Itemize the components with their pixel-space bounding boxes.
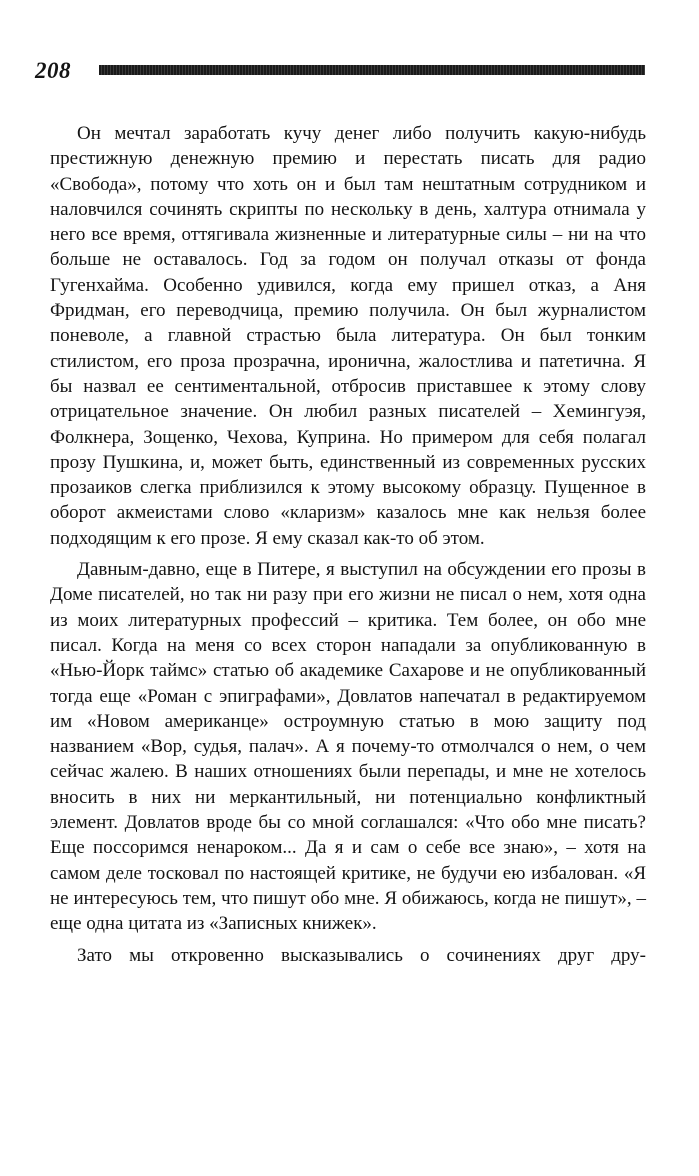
paragraph: Давным-давно, еще в Питере, я выступил на обсуждении его прозы в Доме писателей, но так ни разу при его жизни не писал о нем, хотя одна из моих литературных профессий – критика. Тем более, он обо мне писал. Когда на меня со всех сторон нападали за опубликованную в «Нью-Йорк таймс» статью об академике Сахарове и не опубликованный тогда еще «Роман с эпиграфами», Довлатов напечатал в редактируемом им «Новом американце» остроумную статью в мою защиту под названием «Вор, судья, палач». А я почему-то отмолчался о нем, о чем сейчас жалею. В наших отношениях были перепады, и мне не хотелось вносить в них ни меркантильный, ни потенциально конфликтный элемент. Довлатов вроде бы со мной соглашался: «Что обо мне писать? Еще поссоримся ненароком... Да я и сам о себе все знаю», – хотя на самом деле тосковал по настоящей критике, не будучи ею избалован. «Я не интересуюсь тем, что пишут обо мне. Я обижаюсь, когда не пишут», – еще одна цитата из «Записных книжек». xyxy=(50,559,646,935)
header-rule xyxy=(99,65,645,75)
page-header xyxy=(35,56,645,86)
paragraph: Зато мы откровенно высказывались о сочинениях друг дру- xyxy=(77,944,646,966)
page-number: 208 xyxy=(35,58,71,83)
paragraph: Он мечтал заработать кучу денег либо получить какую-нибудь престижную денежную премию и перестать писать для радио «Свобода», потому что хоть он и был там нештатным сотрудником и наловчился сочинять скрипты по нескольку в день, халтура отнимала у него все время, оттягивала жизненные и литературные силы – ни на что больше не оставалось. Год за годом он получал отказы от фонда Гугенхайма. Особенно удивился, когда ему пришел отказ, а Аня Фридман, его переводчица, премию получила. Он был журналистом поневоле, а главной страстью была литература. Он был тонким стилистом, его проза прозрачна, иронична, жалостлива и патетична. Я бы назвал ее сентиментальной, отбросив приставшее к этому слову отрицательное значение. Он любил разных писателей – Хемингуэя, Фолкнера, Зощенко, Чехова, Куприна. Но примером для себя полагал прозу Пушкина, и, может быть, единственный из современных русских прозаиков слегка приблизился к этому высокому образцу. Пущенное в оборот акмеистами слово «кларизм» казалось мне как нельзя более подходящим к его прозе. Я ему сказал как-то об этом. xyxy=(50,123,646,549)
body-text xyxy=(50,121,646,968)
